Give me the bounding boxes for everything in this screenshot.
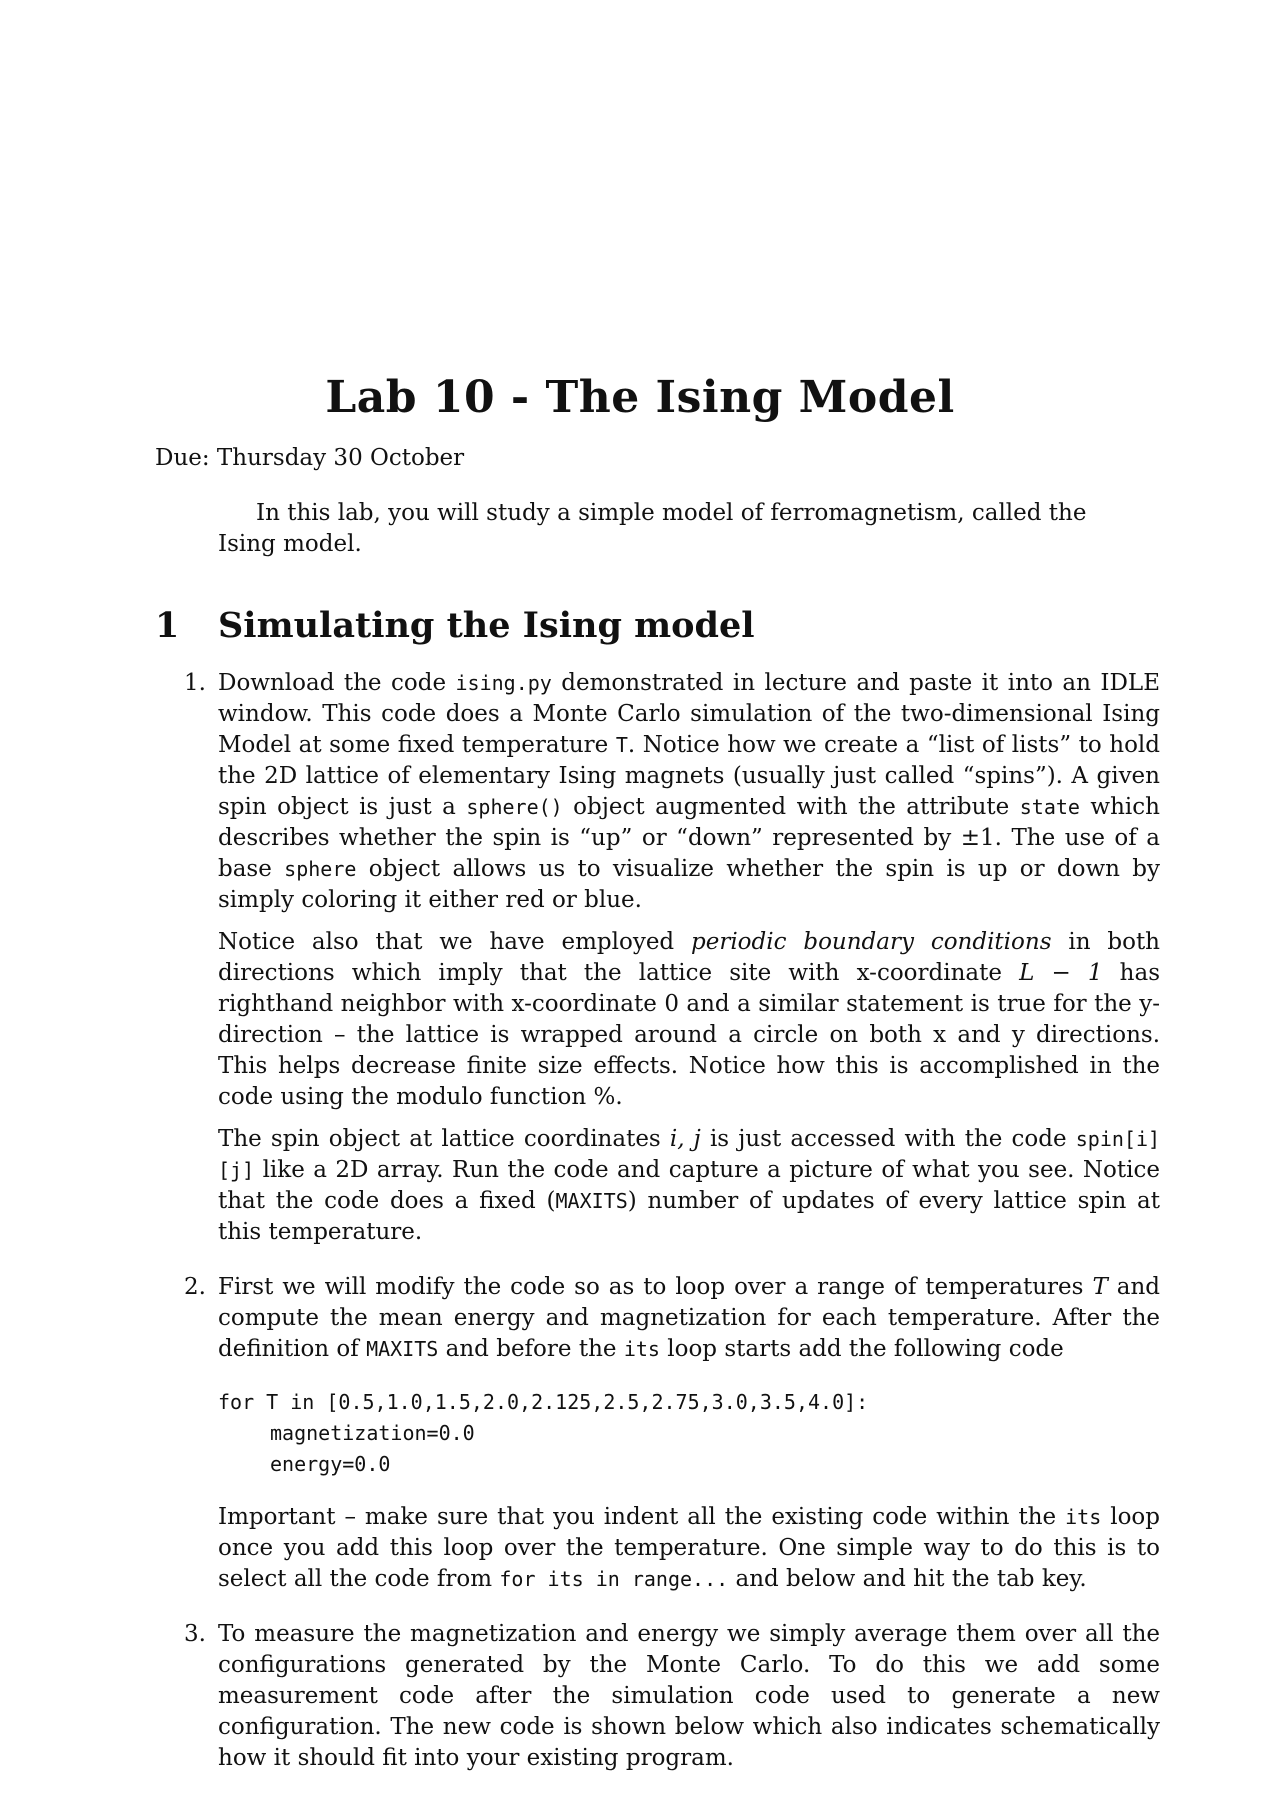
inline-code: sphere [284,857,357,881]
intro-paragraph: In this lab, you will study a simple model of ferromagnetism, called the Ising model. [218,500,1087,557]
text-run: loop starts add the following code [659,1336,1064,1362]
code-block [218,1387,1160,1480]
math: L − 1 [1019,960,1103,986]
inline-code: MAXITS [555,1189,628,1213]
text-run: ) number of updates of every lattice spin at this temperature. [218,1188,1160,1245]
code-line: energy=0.0 [270,1452,391,1476]
math: i, j [669,1126,701,1152]
inline-code: T [615,733,628,757]
paragraph [218,927,1160,1113]
inline-code: spin[i][j] [218,1127,1161,1182]
text-run: First we will modify the code so as to loop over a range of temperatures [218,1274,1093,1300]
paragraph [218,1124,1160,1248]
due-date: Due: Thursday 30 October [155,445,465,471]
text-run: is just accessed with the code [700,1126,1076,1152]
text-run: . Notice how we create a “list of lists” to hold the 2D lattice of elementary Ising magnets (usually just called “spins”). A given spin object is just a [218,732,1161,820]
paragraph [218,1502,1160,1595]
text-run: which describes whether the spin is “up” or “down” represented by ±1. The use of a base [218,794,1160,882]
text-run: loop once you add this loop over the temperature. One simple way to do this is to select all the code from [218,1504,1160,1592]
text-run: and compute the mean energy and magnetization for each temperature. After the definition of [218,1274,1160,1362]
text-run: like a 2D array. Run the code and capture a picture of what you see. Notice that the code does a fixed ( [218,1157,1160,1214]
paragraph [218,668,1160,916]
code-line: magnetization=0.0 [270,1421,475,1445]
text-run: The spin object at lattice coordinates [218,1126,670,1152]
paragraph [218,1272,1160,1365]
emphasis: periodic boundary conditions [691,929,1052,955]
inline-code: ising.py [455,671,552,695]
inline-code: sphere() [466,795,563,819]
text-run: has righthand neighbor with x-coordinate 0 and a similar statement is true for the y-direction – the lattice is wrapped around a circle on both x and y directions. This helps decrease finite size effects. Notice how this is accomplished in the code using the modulo function %. [218,960,1161,1110]
text-run: Download the code [218,670,456,696]
paragraph: To measure the magnetization and energy we simply average them over all the configurations generated by the Monte Carlo. To do this we add some measurement code after the simulation code used to generate a new configuration. The new code is shown below which also indicates schematically how it should fit into your existing program. [218,1621,1160,1771]
list-item-2 [184,1272,1160,1595]
math: T [1092,1274,1108,1300]
list-item-number: 3. [184,1621,206,1647]
text-run: object allows us to visualize whether the spin is up or down by simply coloring it either red or blue. [218,856,1160,913]
list-item-1 [184,668,1161,1248]
text-run: demonstrated in lecture and paste it into an IDLE window. This code does a Monte Carlo simulation of the two-dimensional Ising Model at some fixed temperature [218,670,1160,758]
code-line: for T in [0.5,1.0,1.5,2.0,2.125,2.5,2.75,3.0,3.5,4.0]: [218,1390,869,1414]
text-run: object augmented with the attribute [562,794,1020,820]
text-run: and before the [438,1336,624,1362]
text-run: and below and hit the tab key. [728,1566,1087,1592]
inline-code: for its in range... [499,1567,729,1591]
inline-code: MAXITS [366,1337,439,1361]
section-number: 1 [155,605,180,646]
list-item-number: 1. [184,670,206,696]
instruction-list [184,668,1161,1798]
text-run: in both directions which imply that the lattice site with x-coordinate [218,929,1160,986]
section-heading [155,604,755,648]
text-run: Notice also that we have employed [218,929,691,955]
page-title: Lab 10 - The Ising Model [325,372,955,423]
list-item-3 [184,1619,1160,1774]
text-run: Important – make sure that you indent all the existing code within the [218,1504,1066,1530]
section-title: Simulating the Ising model [218,605,755,646]
list-item-number: 2. [184,1274,206,1300]
inline-code: its [623,1337,660,1361]
inline-code: state [1019,795,1080,819]
inline-code: its [1065,1505,1102,1529]
